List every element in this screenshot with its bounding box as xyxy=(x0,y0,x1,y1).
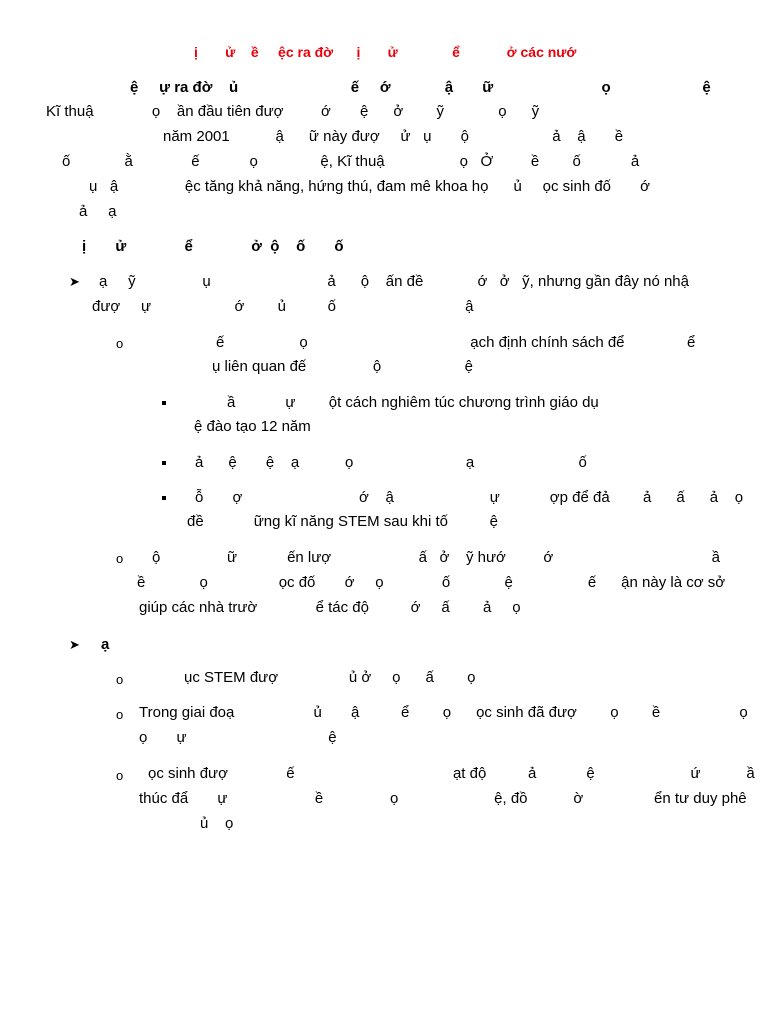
square-item-line: ỗ ợ ớ ậ ự ợp để đả ả ấ ả ọ xyxy=(195,489,744,506)
circle-bullet-icon: o xyxy=(116,707,124,722)
section-heading: ị ử ể ở ộ ố ố xyxy=(82,238,344,255)
sub-bullet-line: ủ ọ xyxy=(200,815,234,832)
square-bullet-icon xyxy=(162,496,166,500)
intro-line: ố ằ ế ọ ệ, Kĩ thuậ ọ Ở ề ố ả xyxy=(62,153,640,170)
section-heading: ạ xyxy=(101,636,110,653)
sub-bullet-line: Trong giai đoạ ủ ậ ể ọ ọc sinh đã đượ ọ ề ọ xyxy=(139,704,748,721)
circle-bullet-icon: o xyxy=(116,768,124,783)
sub-bullet-line: giúp các nhà trườ ể tác độ ớ ấ ả ọ xyxy=(139,599,521,616)
intro-line: ả ạ xyxy=(79,203,117,220)
square-bullet-icon xyxy=(162,401,166,405)
document-title: ị ử ề ệc ra đờ ị ử ể ở các nướ xyxy=(194,44,577,60)
intro-line: năm 2001 ậ ữ này đượ ử ụ ộ ả ậ ề xyxy=(163,128,624,145)
sub-bullet-line: ế ọ ạch định chính sách để ể xyxy=(216,334,696,351)
square-item-line: ầ ự ột cách nghiêm túc chương trình giáo dụ xyxy=(227,394,599,411)
arrow-bullet-icon: ➤ xyxy=(69,274,80,289)
circle-bullet-icon: o xyxy=(116,336,124,351)
sub-bullet-line: ọc sinh đượ ế ạt độ ả ệ ứ ầ xyxy=(148,765,755,782)
square-bullet-icon xyxy=(162,461,166,465)
bullet-line: ạ ỹ ụ ả ộ ấn đề ớ ở ỹ, nhưng gần đây nó nhậ xyxy=(99,273,689,290)
arrow-bullet-icon: ➤ xyxy=(69,637,80,652)
circle-bullet-icon: o xyxy=(116,551,124,566)
intro-line: ệ ự ra đờ ủ ế ớ ậ ữ ọ ệ xyxy=(130,79,711,96)
intro-line: ụ ậ ệc tăng khả năng, hứng thú, đam mê khoa họ ủ ọc sinh đố ớ xyxy=(89,178,651,195)
sub-bullet-line: thúc đẩ ự ề ọ ệ, đồ ờ ển tư duy phê xyxy=(139,790,747,807)
circle-bullet-icon: o xyxy=(116,672,124,687)
square-item-line: đề ững kĩ năng STEM sau khi tố ệ xyxy=(187,513,499,530)
sub-bullet-line: ề ọ ọc đố ớ ọ ố ệ ế ận này là cơ sở xyxy=(137,574,726,591)
square-item-line: ả ệ ệ ạ ọ ạ ố xyxy=(195,454,587,471)
sub-bullet-line: ụ liên quan đế ộ ệ xyxy=(212,358,473,375)
sub-bullet-line: ọ ự ệ xyxy=(139,729,337,746)
sub-bullet-line: ộ ữ ến lượ ấ ở ỹ hướ ớ ầ xyxy=(152,549,720,566)
intro-line: Kĩ thuậ ọ ần đầu tiên đượ ớ ệ ở ỹ ọ ỹ xyxy=(46,103,540,120)
bullet-line: đượ ự ớ ủ ố ậ xyxy=(92,298,474,315)
sub-bullet-line: ục STEM đượ ủ ở ọ ấ ọ xyxy=(184,669,476,686)
square-item-line: ệ đào tạo 12 năm xyxy=(194,418,311,435)
